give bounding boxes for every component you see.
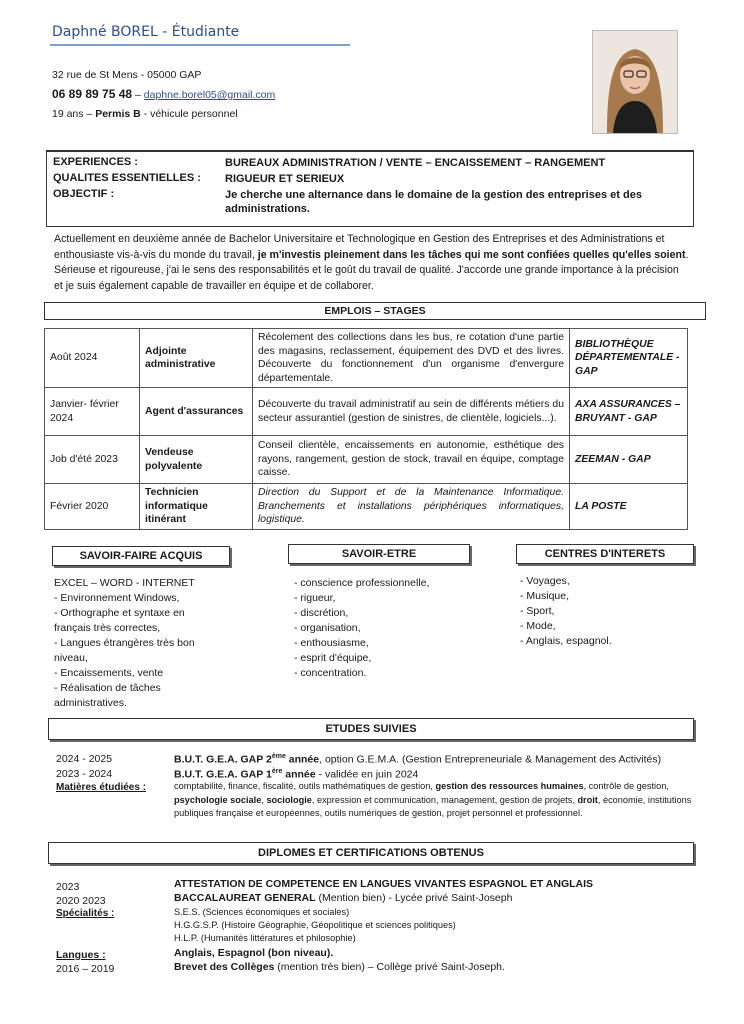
list-item: - discrétion, [294, 607, 349, 619]
job-description: Récolement des collections dans les bus, re cotation d'une partie des magasins, reclassement, équipement des DVD et des livres. Découverte du fonctionnement d'un organisme d'envergure départementale. [253, 329, 570, 388]
job-date: Février 2020 [45, 484, 140, 530]
diploma-detail: (Mention bien) - Lycée privé Saint-Joseph [315, 892, 513, 904]
diploma-entry [174, 891, 694, 905]
study-year: 2024 - 2025 [56, 753, 113, 765]
diploma-entry [174, 960, 694, 974]
study-detail: , option G.E.M.A. (Gestion Entrepreneuriale & Management des Activités) [319, 753, 662, 766]
intro-text: Actuellement en deuxième année de Bachelor Universitaire et Technologique en Gestion des Entreprises et des Administrations et enthousiaste vis-à-vis du monde du travail, [54, 233, 665, 261]
diploma-title: ATTESTATION DE COMPETENCE EN LANGUES VIVANTES ESPAGNOL ET ANGLAIS [174, 878, 594, 890]
intro-paragraph [54, 232, 690, 294]
subjects-part-bold: psychologie sociale [174, 794, 262, 805]
list-item: EXCEL – WORD - INTERNET [54, 577, 195, 589]
diploma-year: 2020 2023 [56, 895, 106, 907]
summary-label: OBJECTIF : [53, 188, 115, 200]
list-item: - rigueur, [294, 592, 336, 604]
soft-skills-section-title: SAVOIR-ETRE [288, 544, 470, 564]
job-role: Vendeuse polyvalente [140, 436, 253, 484]
diploma-year: 2016 – 2019 [56, 963, 115, 975]
contact-block [52, 66, 275, 124]
subjects-part: , [261, 794, 267, 805]
study-degree: B.U.T. G.E.A. GAP 2 [174, 753, 272, 766]
diploma-title: BACCALAUREAT GENERAL [174, 892, 316, 904]
table-row [45, 329, 688, 388]
candidate-name: Daphné BOREL - Étudiante [52, 24, 240, 40]
list-item: - Mode, [520, 620, 556, 632]
study-year: 2023 - 2024 [56, 768, 113, 780]
list-item: - Sport, [520, 605, 555, 617]
intro-text: . Sérieuse et rigoureuse, j'ai le sens des responsabilités et le goût du travail de qualité. J'accorde une grande importance à la précision et je suis également capable de travailler en équipe et de collaborer. [54, 248, 689, 292]
list-item: - Voyages, [520, 575, 570, 587]
job-role: Adjointe administrative [140, 329, 253, 388]
profile-photo [592, 30, 678, 134]
study-detail: - validée en juin 2024 [315, 768, 419, 781]
phone-separator: – [132, 89, 144, 101]
list-item: - concentration. [294, 667, 367, 679]
job-organization: LA POSTE [570, 484, 688, 530]
job-organization: AXA ASSURANCES – BRUYANT - GAP [570, 388, 688, 436]
email-link[interactable]: daphne.borel05@gmail.com [143, 89, 276, 101]
table-row [45, 436, 688, 484]
job-date: Août 2024 [45, 329, 140, 388]
subjects-part: comptabilité, finance, fiscalité, outils mathématiques de gestion, [174, 781, 436, 791]
job-description: Direction du Support et de la Maintenance Informatique. Branchements et installations périphériques informatiques, logistique. [253, 484, 570, 530]
list-item: - Environnement Windows, [54, 592, 180, 604]
list-item: - Orthographe et syntaxe en français très correctes, [54, 607, 185, 634]
study-superscript: ème [271, 753, 286, 760]
diploma-year: 2023 [56, 881, 80, 893]
list-item: - conscience professionnelle, [294, 577, 430, 589]
subjects-part-bold: droit [577, 794, 598, 805]
diploma-detail: (mention très bien) – Collège privé Saint-Joseph. [274, 961, 505, 973]
summary-value: Je cherche une alternance dans le domaine de la gestion des entreprises et des administrations. [225, 189, 642, 215]
job-role: Technicien informatique itinérant [140, 484, 253, 530]
list-item: - Réalisation de tâches administratives. [54, 682, 161, 709]
job-organization: ZEEMAN - GAP [570, 436, 688, 484]
summary-value: RIGUEUR ET SERIEUX [225, 173, 345, 185]
job-date: Janvier- février 2024 [45, 388, 140, 436]
age: 19 ans – [52, 108, 96, 120]
subjects-part: , contrôle de gestion, [583, 781, 669, 791]
list-item: S.E.S. (Sciences économiques et sociales) [174, 907, 350, 917]
list-item: - enthousiasme, [294, 637, 369, 649]
list-item: H.G.G.S.P. (Histoire Géographie, Géopolitique et sciences politiques) [174, 920, 456, 930]
study-degree: B.U.T. G.E.A. GAP 1 [174, 768, 272, 781]
specialities-list [174, 906, 694, 945]
list-item: - Anglais, espagnol. [520, 635, 612, 647]
age-license-line [52, 105, 275, 124]
study-degree-suffix: année [285, 753, 320, 766]
diplomas-section-title: DIPLOMES ET CERTIFICATIONS OBTENUS [48, 842, 694, 864]
list-item: - Encaissements, vente [54, 667, 164, 679]
languages-text: Anglais, Espagnol (bon niveau). [174, 947, 334, 959]
phone-number: 06 89 89 75 48 [52, 87, 133, 101]
table-row [45, 388, 688, 436]
skills-list [54, 576, 224, 711]
summary-value: BUREAUX ADMINISTRATION / VENTE – ENCAISSEMENT – RANGEMENT [225, 157, 606, 169]
portrait-illustration [593, 31, 677, 133]
skills-section-title: SAVOIR-FAIRE ACQUIS [52, 546, 230, 566]
subjects-part-bold: sociologie [266, 794, 312, 805]
jobs-section-title: EMPLOIS – STAGES [44, 302, 706, 320]
languages-label: Langues : [56, 949, 106, 961]
table-row [45, 484, 688, 530]
address: 32 rue de St Mens - 05000 GAP [52, 69, 202, 81]
intro-highlight: je m'investis pleinement dans les tâches qui me sont confiées quelles qu'elles soient [257, 248, 686, 261]
summary-label: QUALITES ESSENTIELLES : [53, 172, 201, 184]
job-description: Découverte du travail administratif au sein de différents métiers du secteur assurantiel (gestion de sinistres, de clientèle, logiciels...). [253, 388, 570, 436]
job-organization: BIBLIOTHÈQUE DÉPARTEMENTALE - GAP [570, 329, 688, 388]
job-description: Conseil clientèle, encaissements en autonomie, esthétique des rayons, rangement, gestion de stock, travail en équipe, comptage caisse. [253, 436, 570, 484]
list-item: H.L.P. (Humanités littératures et philosophie) [174, 933, 356, 943]
list-item: - esprit d'équipe, [294, 652, 372, 664]
jobs-table [44, 328, 688, 530]
subjects-part-bold: gestion des ressources humaines [435, 781, 584, 791]
subjects-part: , économie, institutions publiques française et européennes, outils numériques de gestion, projet personnel et professionnel. [174, 794, 692, 818]
job-role: Agent d'assurances [140, 388, 253, 436]
name-underline [50, 44, 350, 46]
phone-email-line [52, 85, 275, 105]
subjects-text [174, 780, 694, 821]
summary-label: EXPERIENCES : [53, 156, 138, 168]
subjects-part: , expression et communication, management, gestion de projets, [311, 794, 578, 805]
soft-skills-list [294, 576, 474, 681]
vehicle: - véhicule personnel [140, 108, 238, 120]
diploma-title: Brevet des Collèges [174, 961, 275, 973]
list-item: - organisation, [294, 622, 361, 634]
studies-section-title: ETUDES SUIVIES [48, 718, 694, 740]
interests-list [520, 574, 696, 649]
study-superscript: ère [271, 768, 283, 775]
list-item: - Langues étrangères très bon niveau, [54, 637, 195, 664]
study-degree-suffix: année [282, 768, 316, 781]
summary-box [46, 150, 694, 227]
interests-section-title: CENTRES D'INTERETS [516, 544, 694, 564]
specialities-label: Spécialités : [56, 908, 115, 919]
job-date: Job d'été 2023 [45, 436, 140, 484]
driving-license: Permis B [95, 108, 141, 120]
list-item: - Musique, [520, 590, 570, 602]
subjects-label: Matières étudiées : [56, 782, 147, 793]
